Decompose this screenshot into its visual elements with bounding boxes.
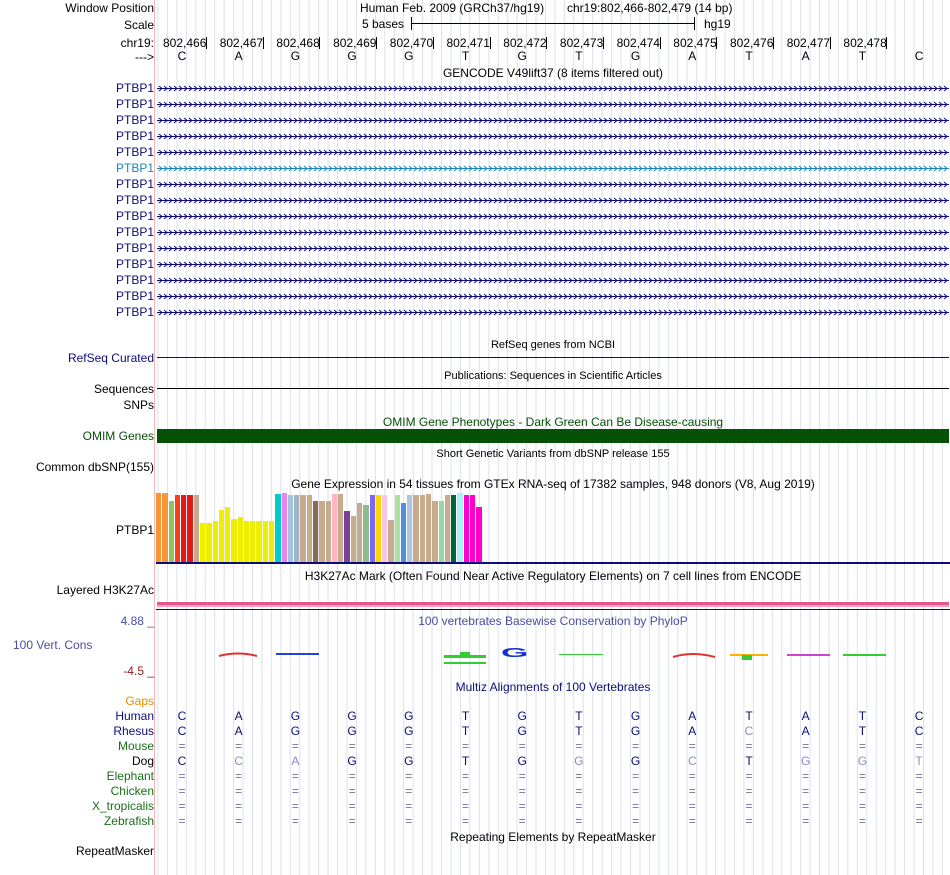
alignment-base: G (347, 724, 357, 738)
publications-title[interactable]: Publications: Sequences in Scientific Articles (444, 370, 662, 382)
gencode-gene-label[interactable]: PTBP1 (115, 193, 154, 207)
alignment-base: = (348, 739, 356, 753)
alignment-base: G (630, 754, 641, 768)
alignment-base: G (857, 754, 868, 768)
refseq-label[interactable]: RefSeq Curated (67, 351, 154, 365)
gtex-title[interactable]: Gene Expression in 54 tissues from GTEx RNA-seq of 17382 samples, 948 donors (V8, Aug 2019) (291, 477, 815, 491)
omim-label[interactable]: OMIM Genes (82, 429, 154, 443)
gencode-gene-label[interactable]: PTBP1 (115, 225, 154, 239)
alignment-base: A (291, 754, 300, 768)
alignment-base: = (178, 814, 186, 828)
alignment-base: A (688, 724, 697, 738)
phylop-label[interactable]: 100 Vert. Cons (13, 638, 93, 652)
multiz-species-label[interactable]: Elephant (106, 769, 154, 783)
alignment-base: = (632, 769, 640, 783)
gencode-gene-label[interactable]: PTBP1 (115, 161, 154, 175)
alignment-base: T (858, 709, 867, 723)
multiz-species-label[interactable]: X_tropicalis (91, 799, 154, 813)
alignment-base: C (744, 724, 754, 738)
chrom-label: chr19: (120, 36, 154, 50)
alignment-base: = (575, 739, 583, 753)
ruler-tick-label: 802,472 (503, 36, 547, 50)
reference-base: T (745, 49, 753, 63)
gencode-gene-label[interactable]: PTBP1 (115, 113, 154, 127)
alignment-base: = (178, 799, 186, 813)
snps-label[interactable]: SNPs (123, 398, 154, 412)
alignment-base: = (802, 769, 810, 783)
reference-base: T (461, 49, 470, 63)
alignment-base: = (858, 814, 866, 828)
alignment-base: = (632, 739, 640, 753)
alignment-base: = (405, 769, 413, 783)
alignment-base: G (347, 709, 357, 723)
window-position-label: Window Position (65, 1, 154, 15)
alignment-base: = (632, 784, 640, 798)
position-text[interactable]: chr19:802,466-802,479 (14 bp) (567, 1, 733, 15)
alignment-base: = (632, 799, 640, 813)
alignment-base: = (688, 814, 696, 828)
alignment-base: = (575, 769, 583, 783)
ruler-tick-label: 802,469 (333, 36, 377, 50)
refseq-title[interactable]: RefSeq genes from NCBI (490, 339, 616, 351)
ruler-tick-label: 802,470 (389, 36, 434, 50)
alignment-base: = (405, 784, 413, 798)
alignment-base: = (461, 784, 469, 798)
alignment-base: = (518, 784, 526, 798)
multiz-species-label[interactable]: Mouse (117, 739, 154, 753)
alignment-base: G (517, 709, 527, 723)
gencode-gene-label[interactable]: PTBP1 (115, 97, 154, 111)
alignment-base: G (801, 754, 811, 768)
alignment-base: = (858, 739, 866, 753)
alignment-base: = (291, 814, 299, 828)
alignment-base: = (745, 784, 753, 798)
alignment-base: C (687, 754, 697, 768)
alignment-base: = (575, 799, 583, 813)
reference-base: G (517, 49, 527, 63)
alignment-base: T (915, 754, 923, 768)
alignment-base: T (858, 724, 867, 738)
reference-base: T (858, 49, 867, 63)
scale-db: hg19 (704, 17, 731, 31)
alignment-base: G (290, 709, 301, 723)
reference-base: C (914, 49, 924, 63)
gencode-gene-label[interactable]: PTBP1 (115, 81, 154, 95)
multiz-species-label[interactable]: Human (115, 709, 154, 723)
alignment-base: = (745, 769, 753, 783)
alignment-base: = (291, 739, 299, 753)
alignment-base: C (177, 724, 187, 738)
reference-base: C (177, 49, 187, 63)
ruler-tick-label: 802,475 (673, 36, 717, 50)
alignment-base: = (405, 814, 413, 828)
svg-text:G: G (501, 645, 529, 660)
alignment-base: T (461, 724, 470, 738)
alignment-base: = (518, 799, 526, 813)
alignment-base: G (630, 724, 641, 738)
multiz-species-label[interactable]: Zebrafish (103, 814, 154, 828)
alignment-base: A (801, 724, 810, 738)
ruler-tick-label: 802,467 (219, 36, 264, 50)
reference-base: A (801, 49, 810, 63)
ruler-tick-label: 802,471 (446, 36, 490, 50)
alignment-base: = (461, 769, 469, 783)
alignment-base: = (915, 739, 923, 753)
alignment-base: = (915, 799, 923, 813)
multiz-gaps-label: Gaps (125, 694, 154, 708)
alignment-base: G (404, 709, 414, 723)
alignment-base: C (914, 724, 924, 738)
alignment-base: = (518, 814, 526, 828)
alignment-base: = (802, 814, 810, 828)
alignment-base: = (348, 814, 356, 828)
alignment-base: = (802, 799, 810, 813)
alignment-base: T (461, 754, 470, 768)
reference-base: G (630, 49, 641, 63)
reference-base: A (234, 49, 243, 63)
alignment-base: = (915, 814, 923, 828)
alignment-base: = (405, 799, 413, 813)
alignment-base: T (575, 724, 583, 738)
alignment-base: = (291, 784, 299, 798)
h3k27ac-title[interactable]: H3K27Ac Mark (Often Found Near Active Regulatory Elements) on 7 cell lines from ENCODE (304, 569, 802, 583)
alignment-base: = (348, 784, 356, 798)
alignment-base: = (178, 769, 186, 783)
alignment-base: = (802, 739, 810, 753)
alignment-base: = (688, 769, 696, 783)
gencode-title[interactable]: GENCODE V49lift37 (8 items filtered out) (442, 66, 664, 80)
h3k27ac-label[interactable]: Layered H3K27Ac (56, 583, 154, 597)
ruler-tick-label: 802,478 (843, 36, 887, 50)
ruler-tick-label: 802,476 (730, 36, 774, 50)
alignment-base: G (347, 754, 357, 768)
gencode-gene-label[interactable]: PTBP1 (115, 177, 154, 191)
alignment-base: A (234, 724, 243, 738)
alignment-base: = (575, 814, 583, 828)
alignment-base: T (745, 754, 753, 768)
multiz-species-label[interactable]: Dog (131, 754, 154, 768)
alignment-base: = (915, 784, 923, 798)
repeatmasker-title[interactable]: Repeating Elements by RepeatMasker (450, 830, 656, 844)
scale-label: Scale (123, 18, 154, 32)
ruler-tick-label: 802,466 (163, 36, 207, 50)
alignment-base: = (461, 814, 469, 828)
alignment-base: = (915, 769, 923, 783)
repeatmasker-label[interactable]: RepeatMasker (75, 844, 154, 858)
gencode-gene-label[interactable]: PTBP1 (115, 145, 154, 159)
reference-base: G (404, 49, 414, 63)
alignment-base: G (404, 754, 414, 768)
alignment-base: = (348, 799, 356, 813)
alignment-base: G (517, 754, 527, 768)
alignment-base: C (914, 709, 924, 723)
alignment-base: G (630, 709, 641, 723)
reference-base: A (688, 49, 697, 63)
phylop-max: 4.88 _ (120, 614, 154, 628)
reference-base: T (575, 49, 583, 63)
gencode-gene-label[interactable]: PTBP1 (115, 305, 154, 319)
alignment-base: = (291, 769, 299, 783)
alignment-base: = (688, 799, 696, 813)
alignment-base: = (745, 739, 753, 753)
gtex-gene-label[interactable]: PTBP1 (115, 523, 154, 537)
alignment-base: = (688, 739, 696, 753)
reference-base: G (290, 49, 301, 63)
alignment-base: A (688, 709, 697, 723)
alignment-base: = (858, 784, 866, 798)
alignment-base: C (177, 754, 187, 768)
multiz-species-label[interactable]: Rhesus (113, 724, 154, 738)
alignment-base: = (518, 769, 526, 783)
alignment-base: = (575, 784, 583, 798)
multiz-species-label[interactable]: Chicken (110, 784, 154, 798)
alignment-base: A (234, 709, 243, 723)
alignment-base: = (235, 739, 243, 753)
alignment-base: = (235, 814, 243, 828)
multiz-title[interactable]: Multiz Alignments of 100 Vertebrates (455, 680, 651, 694)
alignment-base: T (745, 709, 753, 723)
ruler-tick-label: 802,468 (276, 36, 320, 50)
alignment-base: A (801, 709, 810, 723)
alignment-base: G (517, 724, 527, 738)
alignment-base: = (405, 739, 413, 753)
alignment-base: = (291, 799, 299, 813)
alignment-base: = (178, 784, 186, 798)
alignment-base: = (461, 739, 469, 753)
alignment-base: = (461, 799, 469, 813)
gencode-gene-label[interactable]: PTBP1 (115, 257, 154, 271)
alignment-base: = (235, 799, 243, 813)
dbsnp-label[interactable]: Common dbSNP(155) (35, 460, 154, 474)
alignment-base: = (858, 769, 866, 783)
publications-label[interactable]: Sequences (93, 382, 154, 396)
alignment-base: T (461, 709, 470, 723)
alignment-base: C (177, 709, 187, 723)
alignment-base: = (802, 784, 810, 798)
alignment-base: G (290, 724, 301, 738)
gencode-gene-label[interactable]: PTBP1 (115, 241, 154, 255)
scale-text: 5 bases (362, 17, 405, 31)
ruler-tick-label: 802,473 (559, 36, 604, 50)
gencode-gene-label[interactable]: PTBP1 (115, 273, 154, 287)
alignment-base: = (178, 739, 186, 753)
gencode-gene-label[interactable]: PTBP1 (115, 129, 154, 143)
dbsnp-title[interactable]: Short Genetic Variants from dbSNP release 155 (436, 448, 670, 460)
alignment-base: = (688, 784, 696, 798)
alignment-base: = (518, 739, 526, 753)
gencode-gene-label[interactable]: PTBP1 (115, 289, 154, 303)
gencode-gene-label[interactable]: PTBP1 (115, 209, 154, 223)
alignment-base: T (575, 709, 583, 723)
alignment-base: G (574, 754, 584, 768)
alignment-base: = (745, 814, 753, 828)
alignment-base: C (234, 754, 244, 768)
reference-base: G (347, 49, 357, 63)
alignment-base: = (235, 769, 243, 783)
strand-label: ---> (135, 50, 154, 64)
omim-title[interactable]: OMIM Gene Phenotypes - Dark Green Can Be Disease-causing (382, 415, 724, 429)
phylop-min: -4.5 _ (123, 664, 154, 678)
alignment-base: = (632, 814, 640, 828)
phylop-title[interactable]: 100 vertebrates Basewise Conservation by PhyloP (418, 614, 688, 628)
ruler-tick-label: 802,474 (616, 36, 660, 50)
assembly-text: Human Feb. 2009 (GRCh37/hg19) (360, 1, 545, 15)
ruler-tick-label: 802,477 (786, 36, 831, 50)
alignment-base: = (235, 784, 243, 798)
alignment-base: = (745, 799, 753, 813)
alignment-base: = (858, 799, 866, 813)
alignment-base: = (348, 769, 356, 783)
alignment-base: G (404, 724, 414, 738)
